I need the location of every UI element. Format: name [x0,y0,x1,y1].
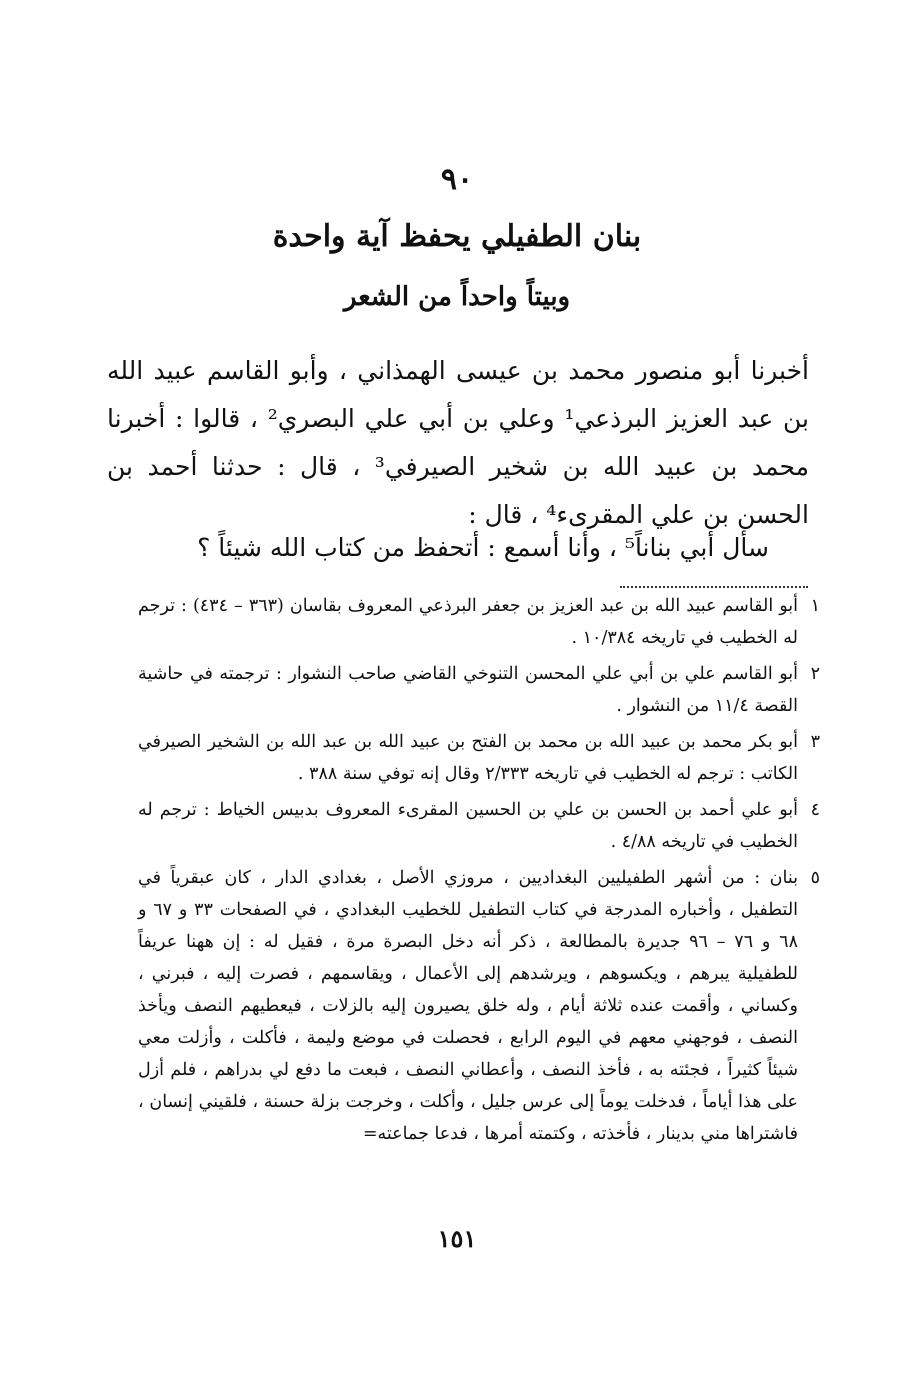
footnote-text: أبو القاسم عبيد الله بن عبد العزيز بن جعفر البرذعي المعروف بقاسان (٣٦٣ – ٤٣٤) : ترجم له الخطيب في تاريخه ١٠/٣٨٤ . [138,596,798,648]
footnote [138,726,820,790]
main-text-block [107,347,809,539]
footnote-number: ٤ [810,800,820,820]
page-number: ١٥١ [437,1224,477,1253]
footnote [138,658,820,722]
footnote-number: ٥ [810,868,820,888]
quote-line: سأل أبي بناناً⁵ ، وأنا أسمع : أتحفظ من كتاب الله شيئاً ؟ [197,533,769,562]
chapter-subtitle: وبيتاً واحداً من الشعر [343,282,571,312]
footnote [138,862,820,1150]
footnote-number: ٢ [810,664,820,684]
main-paragraph: أخبرنا أبو منصور محمد بن عيسى الهمذاني ، وأبو القاسم عبيد الله بن عبد العزيز البرذعي¹ وعلي بن أبي علي البصري² ، قالوا : أخبرنا محمد بن عبيد الله بن شخير الصيرفي³ ، قال : حدثنا أحمد بن الحسن بن علي المقرىء⁴ ، قال : [107,356,810,529]
footnote-text: بنان : من أشهر الطفيليين البغداديين ، مروزي الأصل ، بغدادي الدار ، كان عبقرياً في التطفيل ، وأخباره المدرجة في كتاب التطفيل للخطيب البغدادي ، في الصفحات ٣٣ و ٦٧ و ٦٨ و ٧٦ – ٩٦ جديرة بالمطالعة ، ذكر أنه دخل البصرة مرة ، فقيل له : إن ههنا عريفاً للطفيلية يبرهم ، ويكسوهم ، ويرشدهم إلى الأعمال ، ويقاسمهم ، فصرت إليه ، فبرني ، وكساني ، وأقمت عنده ثلاثة أيام ، وله خلق يصيرون إليه بالزلات ، فيعطيهم النصف ويأخذ النصف ، فوجهني معهم في اليوم الرابع ، فحصلت في موضع وليمة ، فأكلت ، وأزلت معي شيئاً كثيراً ، فجئته به ، فأخذ النصف ، وأعطاني النصف ، فبعت ما دفع لي بدراهم ، فلم أزل على هذا أياماً ، فدخلت يوماً إلى عرس جليل ، وأكلت ، وخرجت بزلة حسنة ، فلقيني إنسان ، فاشتراها مني بدينار ، فأخذته ، وكتمته أمرها ، فدعا جماعته= [138,868,799,1144]
chapter-number: ٩٠ [440,162,474,197]
footnote [138,590,820,654]
footnote-text: أبو علي أحمد بن الحسن بن علي بن الحسين المقرىء المعروف بدبيس الخياط : ترجم له الخطيب في تاريخه ٤/٨٨ . [138,800,798,852]
chapter-title: بنان الطفيلي يحفظ آية واحدة [272,219,642,254]
footnote-number: ٣ [810,732,820,752]
footnote-number: ١ [810,596,820,616]
footnote-divider [620,586,808,588]
footnote-text: أبو بكر محمد بن عبيد الله بن محمد بن الفتح بن عبيد الله بن عبد الله بن الشخير الصيرفي الكاتب : ترجم له الخطيب في تاريخه ٢/٣٣٣ وقال إنه توفي سنة ٣٨٨ . [138,732,798,784]
footnotes [138,590,820,1154]
footnote-text: أبو القاسم علي بن أبي علي المحسن التنوخي القاضي صاحب النشوار : ترجمته في حاشية القصة ١١/٤ من النشوار . [138,664,798,716]
footnote [138,794,820,858]
